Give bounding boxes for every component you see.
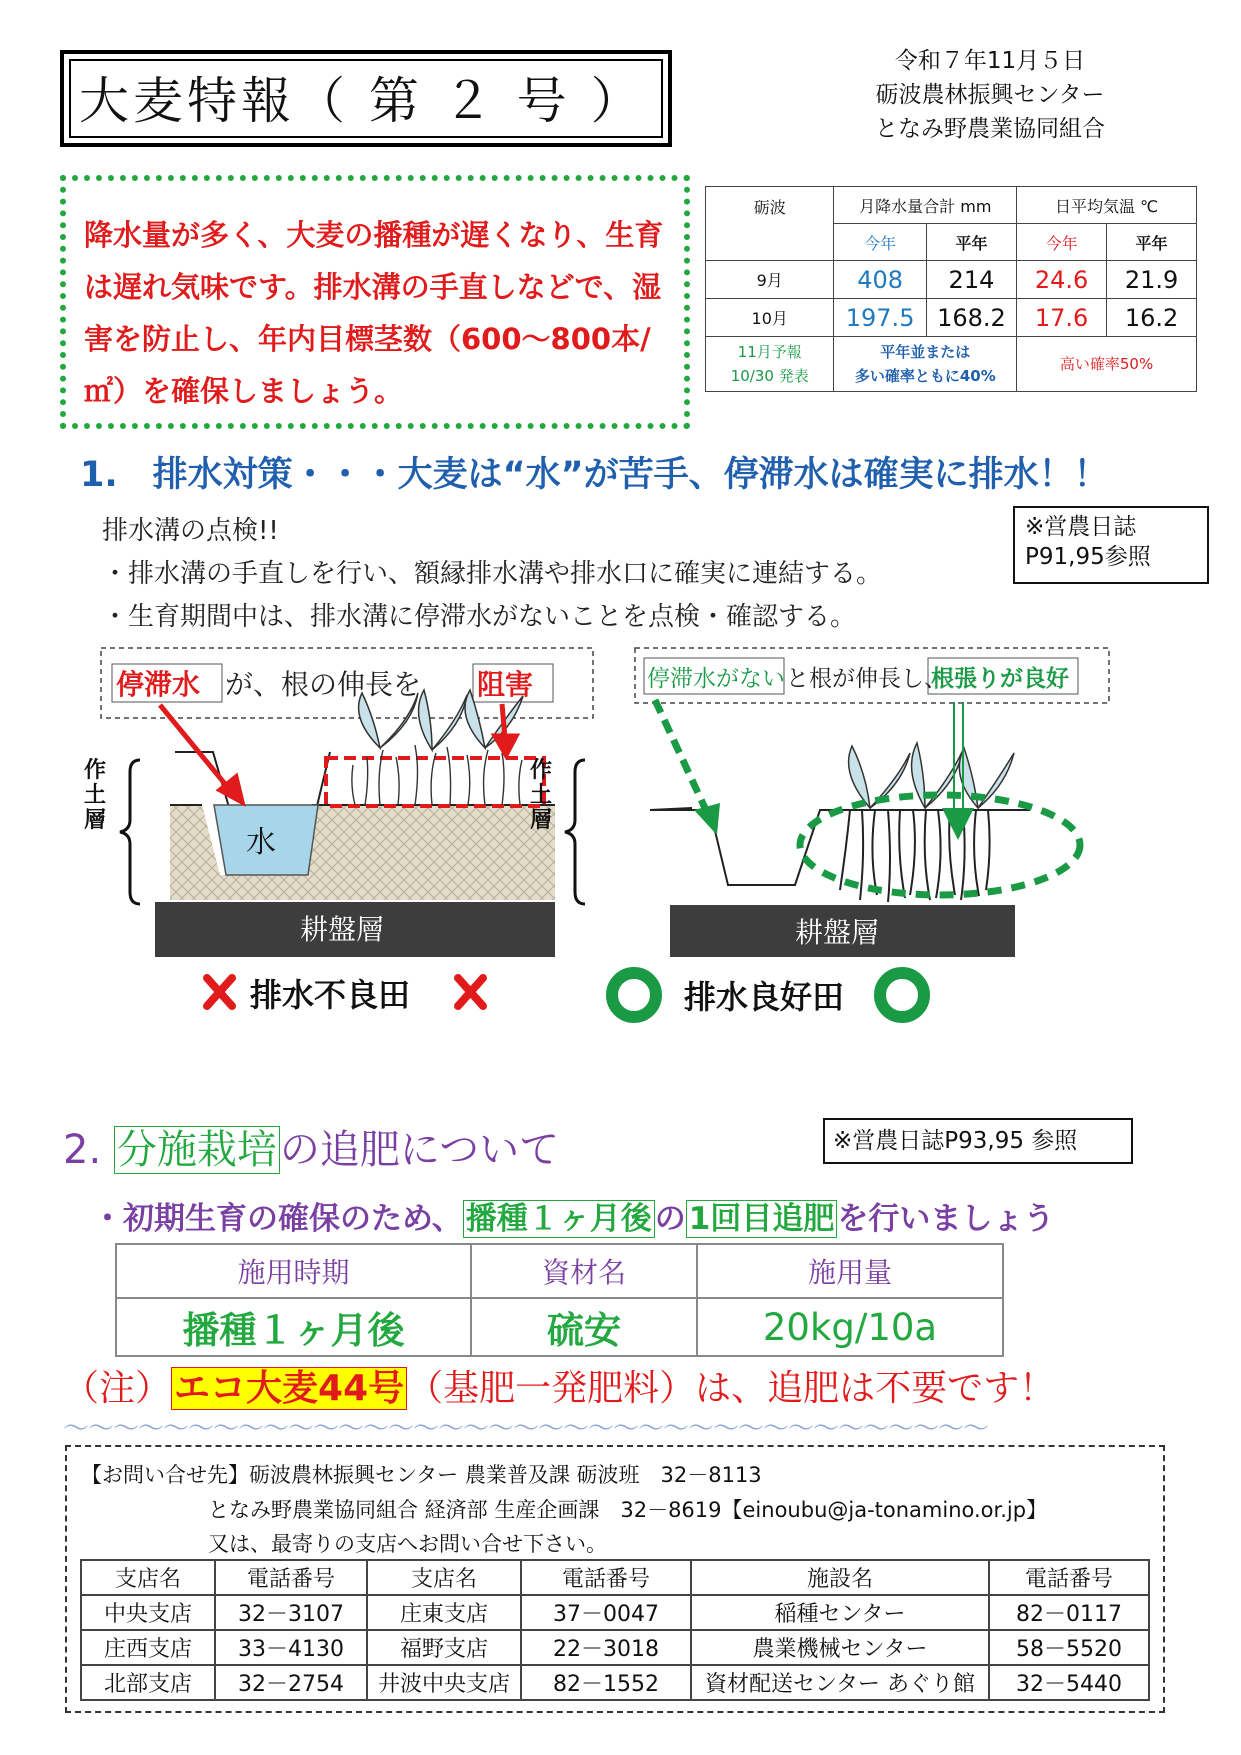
section2-heading-highlight: 分施栽培 bbox=[114, 1126, 280, 1174]
contact-line-1: 【お問い合せ先】砺波農林振興センター 農業普及課 砺波班 32－8113 bbox=[81, 1463, 762, 1487]
issuer-block bbox=[850, 44, 1130, 146]
branch-cell: 82－0117 bbox=[989, 1595, 1149, 1630]
good-hardpan-label: 耕盤層 bbox=[795, 916, 880, 949]
forecast-label bbox=[706, 337, 834, 392]
contact-line-3: 又は、最寄りの支店へお問い合せ下さい。 bbox=[208, 1532, 607, 1556]
section2-subheading bbox=[92, 1193, 1054, 1238]
note-line bbox=[63, 1360, 1055, 1411]
note-b: （基肥一発肥料）は、追肥は不要です！ bbox=[407, 1368, 1056, 1409]
contact-box bbox=[65, 1445, 1165, 1713]
forecast-temp: 高い確率50% bbox=[1017, 337, 1197, 392]
temp-normal: 21.9 bbox=[1107, 261, 1197, 299]
weather-row bbox=[706, 261, 1197, 299]
branch-cell: 37－0047 bbox=[521, 1595, 691, 1630]
good-layer-bracket bbox=[565, 760, 585, 904]
good-field-label: 排水良好田 bbox=[684, 978, 845, 1016]
branch-cell: 庄西支店 bbox=[81, 1630, 215, 1665]
x-icon bbox=[207, 978, 232, 1006]
weather-row bbox=[706, 299, 1197, 337]
weather-place: 砺波 bbox=[706, 187, 834, 261]
list-item: ・排水溝の手直しを行い、額縁排水溝や排水口に確実に連結する。 bbox=[102, 559, 883, 589]
rain-normal-header: 平年 bbox=[926, 224, 1016, 261]
water-label: 水 bbox=[246, 825, 276, 860]
branch-cell: 北部支店 bbox=[81, 1665, 215, 1700]
good-roots bbox=[840, 810, 990, 902]
bad-caption-a: 停滞水 bbox=[116, 668, 201, 701]
rain-normal: 168.2 bbox=[926, 299, 1016, 337]
good-layer-label: 作土層 bbox=[530, 758, 553, 833]
wave-divider: 〜〜〜〜〜〜〜〜〜〜〜〜〜〜〜〜〜〜〜〜〜〜〜〜〜〜〜〜〜〜〜〜〜〜〜〜〜 bbox=[63, 1414, 989, 1444]
branch-header: 支店名 bbox=[81, 1560, 215, 1595]
fert-header: 施用時期 bbox=[116, 1244, 471, 1298]
branch-table bbox=[80, 1559, 1150, 1701]
rain-normal: 214 bbox=[926, 261, 1016, 299]
notice-box bbox=[60, 175, 690, 429]
forecast-label-1: 11月予報 bbox=[737, 343, 802, 361]
bad-hardpan-label: 耕盤層 bbox=[300, 913, 385, 946]
weather-month: 10月 bbox=[706, 299, 834, 337]
note-a: （注） bbox=[63, 1368, 172, 1409]
drainage-diagram bbox=[80, 640, 1160, 1070]
section1-heading: 1. 排水対策・・・大麦は“水”が苦手、停滞水は確実に排水！！ bbox=[80, 455, 1109, 495]
temp-this-year: 24.6 bbox=[1017, 261, 1107, 299]
forecast-rain bbox=[834, 337, 1017, 392]
temp-this-year: 17.6 bbox=[1017, 299, 1107, 337]
circle-icon bbox=[612, 973, 656, 1017]
branch-cell: 稲種センター bbox=[691, 1595, 989, 1630]
good-caption-a: 停滞水がない bbox=[647, 666, 785, 692]
bad-field-label: 排水不良田 bbox=[250, 976, 411, 1014]
rain-this-year-header: 今年 bbox=[834, 224, 926, 261]
branch-cell: 中央支店 bbox=[81, 1595, 215, 1630]
branch-header: 施設名 bbox=[691, 1560, 989, 1595]
branch-cell: 32－3107 bbox=[215, 1595, 367, 1630]
branch-header: 電話番号 bbox=[989, 1560, 1149, 1595]
bad-caption-b: が、根の伸長を bbox=[225, 668, 422, 701]
fert-header: 資材名 bbox=[471, 1244, 697, 1298]
fertilizer-table bbox=[115, 1243, 1004, 1357]
issuer-org-2: となみ野農業協同組合 bbox=[875, 116, 1105, 142]
fert-material: 硫安 bbox=[471, 1298, 697, 1356]
branch-cell: 82－1552 bbox=[521, 1665, 691, 1700]
title-box bbox=[60, 50, 672, 147]
fert-amount: 20kg/10a bbox=[697, 1298, 1003, 1356]
branch-cell: 22－3018 bbox=[521, 1630, 691, 1665]
table-row bbox=[81, 1665, 1149, 1700]
forecast-rain-2: 多い確率ともに40% bbox=[854, 367, 996, 385]
weather-month: 9月 bbox=[706, 261, 834, 299]
section2-heading bbox=[63, 1118, 559, 1175]
table-row bbox=[81, 1595, 1149, 1630]
issuer-org-1: 砺波農林振興センター bbox=[875, 82, 1105, 108]
section1-reference bbox=[1013, 506, 1209, 584]
branch-cell: 庄東支店 bbox=[367, 1595, 521, 1630]
circle-icon bbox=[880, 973, 924, 1017]
branch-cell: 32－2754 bbox=[215, 1665, 367, 1700]
forecast-label-2: 10/30 発表 bbox=[730, 367, 809, 385]
branch-header: 支店名 bbox=[367, 1560, 521, 1595]
bad-layer-bracket bbox=[120, 760, 140, 904]
sub-a: ・初期生育の確保のため、 bbox=[92, 1201, 463, 1237]
branch-cell: 33－4130 bbox=[215, 1630, 367, 1665]
section2-reference: ※営農日誌P93,95 参照 bbox=[823, 1118, 1133, 1164]
sub-c: を行いましょう bbox=[837, 1201, 1055, 1237]
fert-timing: 播種１ヶ月後 bbox=[116, 1298, 471, 1356]
list-item: ・生育期間中は、排水溝に停滞水がないことを点検・確認する。 bbox=[102, 602, 857, 632]
list-item: 排水溝の点検!! bbox=[102, 516, 279, 546]
rain-this-year: 408 bbox=[834, 261, 926, 299]
branch-cell: 農業機械センター bbox=[691, 1630, 989, 1665]
temp-normal: 16.2 bbox=[1107, 299, 1197, 337]
sub-highlight-2: 1回目追肥 bbox=[686, 1200, 838, 1238]
branch-cell: 資材配送センター あぐり館 bbox=[691, 1665, 989, 1700]
sub-b: の bbox=[654, 1201, 686, 1237]
good-caption-b: と根が伸長し、 bbox=[786, 666, 947, 692]
contact-line-2: となみ野農業協同組合 経済部 生産企画課 32－8619【einoubu@ja-tonamino.or.jp】 bbox=[208, 1498, 1048, 1522]
issue-date: 令和７年11月５日 bbox=[894, 48, 1086, 74]
rain-header: 月降水量合計 mm bbox=[834, 187, 1017, 224]
good-caption-c: 根張りが良好 bbox=[931, 666, 1069, 692]
fert-header: 施用量 bbox=[697, 1244, 1003, 1298]
branch-cell: 井波中央支店 bbox=[367, 1665, 521, 1700]
temp-normal-header: 平年 bbox=[1107, 224, 1197, 261]
rain-this-year: 197.5 bbox=[834, 299, 926, 337]
section1-list bbox=[102, 510, 882, 639]
branch-header: 電話番号 bbox=[521, 1560, 691, 1595]
bad-caption-c: 阻害 bbox=[477, 668, 534, 701]
bad-root-zone bbox=[326, 758, 544, 806]
notice-text: 降水量が多く、大麦の播種が遅くなり、生育は遅れ気味です。排水溝の手直しなどで、湿害を防止し、年内目標茎数（600～800本/㎡）を確保しましょう。 bbox=[84, 218, 664, 408]
branch-header: 電話番号 bbox=[215, 1560, 367, 1595]
section2-heading-num: 2. bbox=[63, 1127, 102, 1173]
sub-highlight-1: 播種１ヶ月後 bbox=[463, 1200, 655, 1238]
note-eco-product: エコ大麦44号 bbox=[171, 1367, 407, 1410]
branch-cell: 福野支店 bbox=[367, 1630, 521, 1665]
section1-reference-1: ※営農日誌 bbox=[1025, 514, 1137, 540]
section1-reference-2: P91,95参照 bbox=[1025, 544, 1151, 570]
page-title: 大麦特報（ 第 ２ 号 ） bbox=[69, 59, 663, 138]
section2-heading-rest: の追肥について bbox=[279, 1127, 560, 1173]
temp-this-year-header: 今年 bbox=[1017, 224, 1107, 261]
x-icon bbox=[458, 978, 483, 1006]
temp-header: 日平均気温 ℃ bbox=[1017, 187, 1197, 224]
weather-table bbox=[705, 186, 1197, 392]
branch-cell: 58－5520 bbox=[989, 1630, 1149, 1665]
forecast-rain-1: 平年並または bbox=[880, 343, 971, 361]
bad-layer-label: 作土層 bbox=[84, 758, 107, 833]
table-row bbox=[81, 1630, 1149, 1665]
bad-plants bbox=[352, 745, 522, 805]
branch-cell: 32－5440 bbox=[989, 1665, 1149, 1700]
